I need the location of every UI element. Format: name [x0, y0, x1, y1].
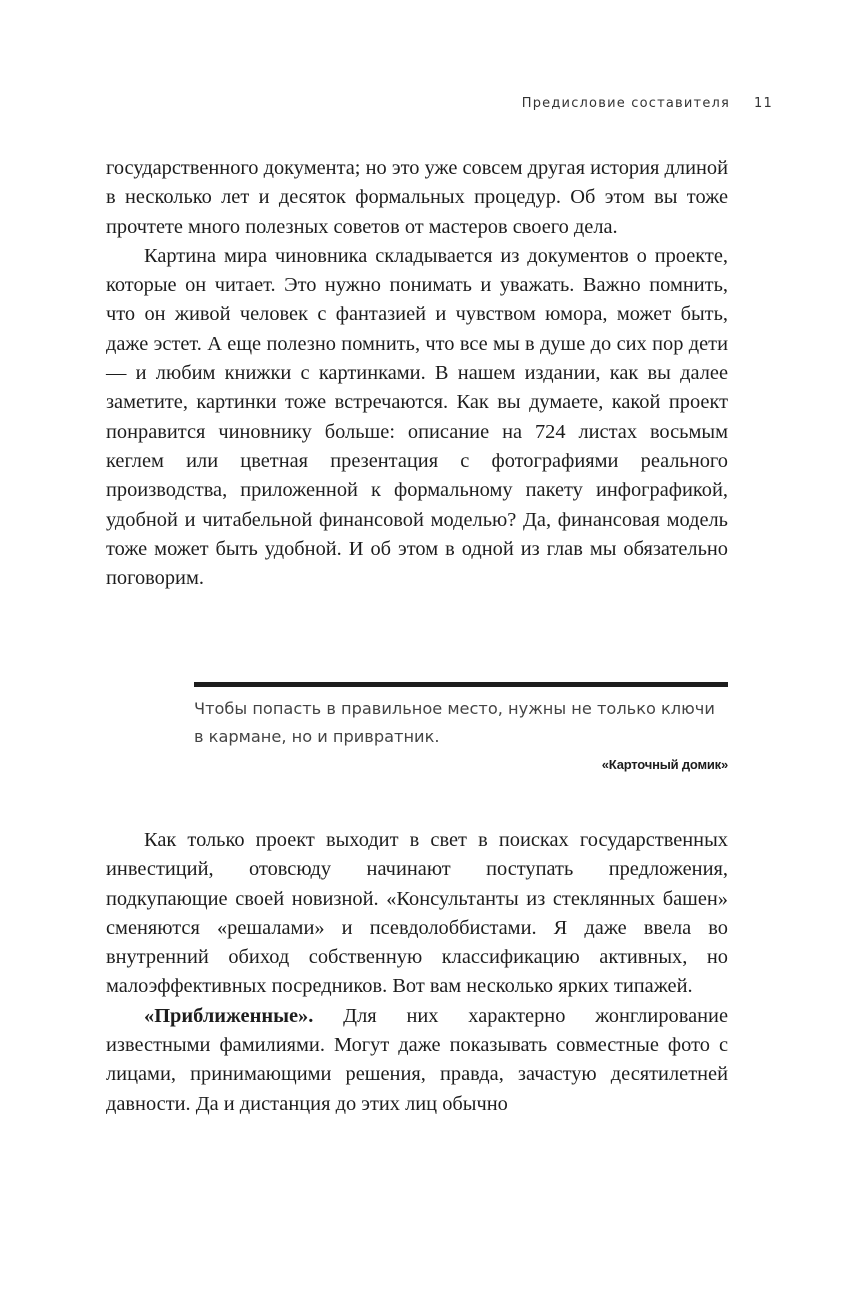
epigraph — [194, 682, 728, 772]
paragraph: государственного документа; но это уже совсем другая история длиной в несколько лет и десяток формальных процедур. Об этом вы тоже прочтете много полезных советов от мастеров своего дела. — [106, 157, 728, 238]
paragraph-text: Для них характерно жонглирование известными фамилиями. Могут даже показывать совместные фото с лицами, принимающими решения, правда, зачастую десятилетней давности. Да и дистанция до этих лиц обычно — [106, 1004, 728, 1115]
bold-term: «Приближенные». — [144, 1004, 314, 1027]
running-head — [522, 96, 773, 111]
epigraph-source: «Карточный домик» — [601, 757, 728, 772]
epigraph-quote: Чтобы попасть в правильное место, нужны не только ключи в кармане, но и привратник. — [194, 699, 715, 746]
epigraph-rule — [194, 682, 728, 687]
paragraph — [106, 1002, 728, 1119]
body-text-bottom — [106, 826, 728, 1119]
page-number: 11 — [754, 96, 773, 111]
running-title: Предисловие составителя — [521, 96, 731, 111]
paragraph: Как только проект выходит в свет в поисках государственных инвестиций, отовсюду начинают поступать предложения, подкупающие своей новизной. «Консультанты из стеклянных башен» сменяются «решалами» и псевдолоббистами. Я даже ввела во внутренний обиход собственную классификацию активных, но малоэффективных посредников. Вот вам несколько ярких типажей. — [106, 829, 728, 998]
body-text-top — [106, 154, 728, 593]
paragraph: Картина мира чиновника складывается из документов о проекте, которые он читает. Это нужно понимать и уважать. Важно помнить, что он живой человек с фантазией и чувством юмора, может быть, даже эстет. А еще полезно помнить, что все мы в душе до сих пор дети — и любим книжки с картинками. В нашем издании, как вы далее заметите, картинки тоже встречаются. Как вы думаете, какой проект понравится чиновнику больше: описание на 724 листах восьмым кеглем или цветная презентация с фотографиями реального производства, приложенной к формальному пакету инфографикой, удобной и читабельной финансовой моделью? Да, финансовая модель тоже может быть удобной. И об этом в одной из глав мы обязательно поговорим. — [106, 244, 728, 590]
